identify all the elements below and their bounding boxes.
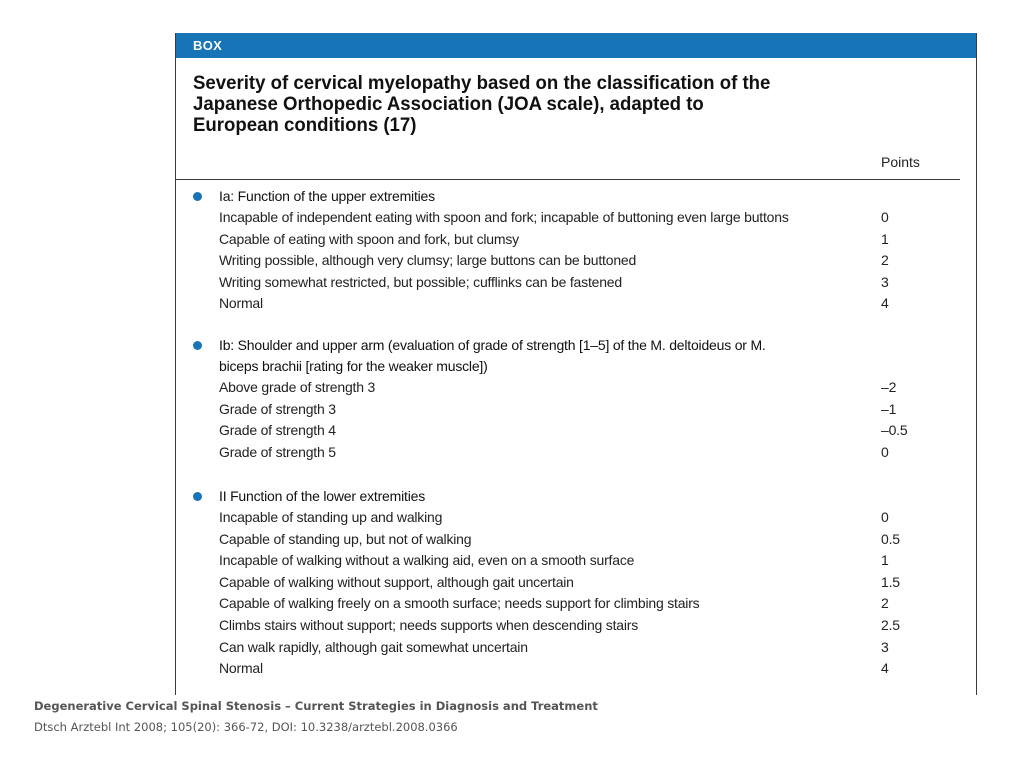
header-divider xyxy=(176,179,960,180)
row-points: 0.5 xyxy=(881,530,900,547)
row-points: 3 xyxy=(881,638,889,655)
table-row xyxy=(176,229,976,251)
row-label: Incapable of independent eating with spoon and fork; incapable of buttoning even large buttons xyxy=(219,209,789,225)
row-points: 4 xyxy=(881,660,889,677)
row-points: –0.5 xyxy=(881,422,908,439)
section-upper-extremities xyxy=(176,186,976,315)
row-points: 0 xyxy=(881,443,889,460)
row-label: Incapable of standing up and walking xyxy=(219,509,443,525)
row-points: 4 xyxy=(881,295,889,312)
row-points: 2.5 xyxy=(881,616,900,633)
row-label: Capable of standing up, but not of walking xyxy=(219,530,472,547)
row-label: Normal xyxy=(219,295,263,312)
row-label: Incapable of walking without a walking aid, even on a smooth surface xyxy=(219,552,635,569)
table-row xyxy=(176,507,976,529)
row-label: Grade of strength 4 xyxy=(219,422,336,439)
row-label: Normal xyxy=(219,660,263,677)
bullet-icon xyxy=(193,341,202,350)
joa-scale-box xyxy=(175,33,977,695)
row-label: Writing possible, although very clumsy; large buttons can be buttoned xyxy=(219,252,637,269)
row-points: 1 xyxy=(881,552,889,569)
table-row xyxy=(176,442,976,464)
box-title: Severity of cervical myelopathy based on the classification of the Japanese Orthopedic Association (JOA scale), adapted to European conditions (17) xyxy=(193,73,771,136)
row-label: Capable of walking without support, although gait uncertain xyxy=(219,573,574,590)
table-row xyxy=(176,250,976,272)
row-label: Writing somewhat restricted, but possible; cufflinks can be fastened xyxy=(219,273,622,290)
row-label: Capable of walking freely on a smooth surface; needs support for climbing stairs xyxy=(219,595,700,612)
section-lower-extremities xyxy=(176,486,976,680)
table-row xyxy=(176,593,976,615)
row-label: Capable of eating with spoon and fork, but clumsy xyxy=(219,230,519,247)
table-row xyxy=(176,529,976,551)
section-title: Ib: Shoulder and upper arm (evaluation of grade of strength [1–5] of the M. deltoideus or M. biceps brachii [rating for the weaker muscle]) xyxy=(176,335,779,377)
row-points: 0 xyxy=(881,509,889,525)
table-row xyxy=(176,377,976,399)
section-title: Ia: Function of the upper extremities xyxy=(176,186,976,207)
row-label: Climbs stairs without support; needs supports when descending stairs xyxy=(219,616,639,633)
box-label: BOX xyxy=(176,33,976,58)
row-points: 3 xyxy=(881,273,889,290)
table-row xyxy=(176,637,976,659)
table-row xyxy=(176,550,976,572)
row-points: 2 xyxy=(881,252,889,269)
source-citation: Dtsch Arztebl Int 2008; 105(20): 366-72, DOI: 10.3238/arztebl.2008.0366 xyxy=(34,720,458,734)
table-row xyxy=(176,399,976,421)
bullet-icon xyxy=(193,492,202,501)
bullet-icon xyxy=(193,192,202,201)
row-label: Grade of strength 5 xyxy=(219,443,336,460)
row-points: 1 xyxy=(881,230,889,247)
points-column-header: Points xyxy=(881,154,920,170)
table-row xyxy=(176,272,976,294)
table-row xyxy=(176,420,976,442)
table-row xyxy=(176,207,976,229)
table-row xyxy=(176,572,976,594)
table-row xyxy=(176,293,976,315)
table-row xyxy=(176,615,976,637)
row-points: –1 xyxy=(881,400,897,417)
row-points: 2 xyxy=(881,595,889,612)
row-label: Can walk rapidly, although gait somewhat uncertain xyxy=(219,638,528,655)
section-shoulder-upper-arm xyxy=(176,335,976,463)
row-points: –2 xyxy=(881,379,897,395)
table-row xyxy=(176,658,976,680)
source-article-title: Degenerative Cervical Spinal Stenosis – Current Strategies in Diagnosis and Treatment xyxy=(34,699,598,713)
row-points: 0 xyxy=(881,209,889,225)
row-label: Grade of strength 3 xyxy=(219,400,336,417)
row-points: 1.5 xyxy=(881,573,900,590)
row-label: Above grade of strength 3 xyxy=(219,379,376,395)
section-title: II Function of the lower extremities xyxy=(176,486,976,507)
